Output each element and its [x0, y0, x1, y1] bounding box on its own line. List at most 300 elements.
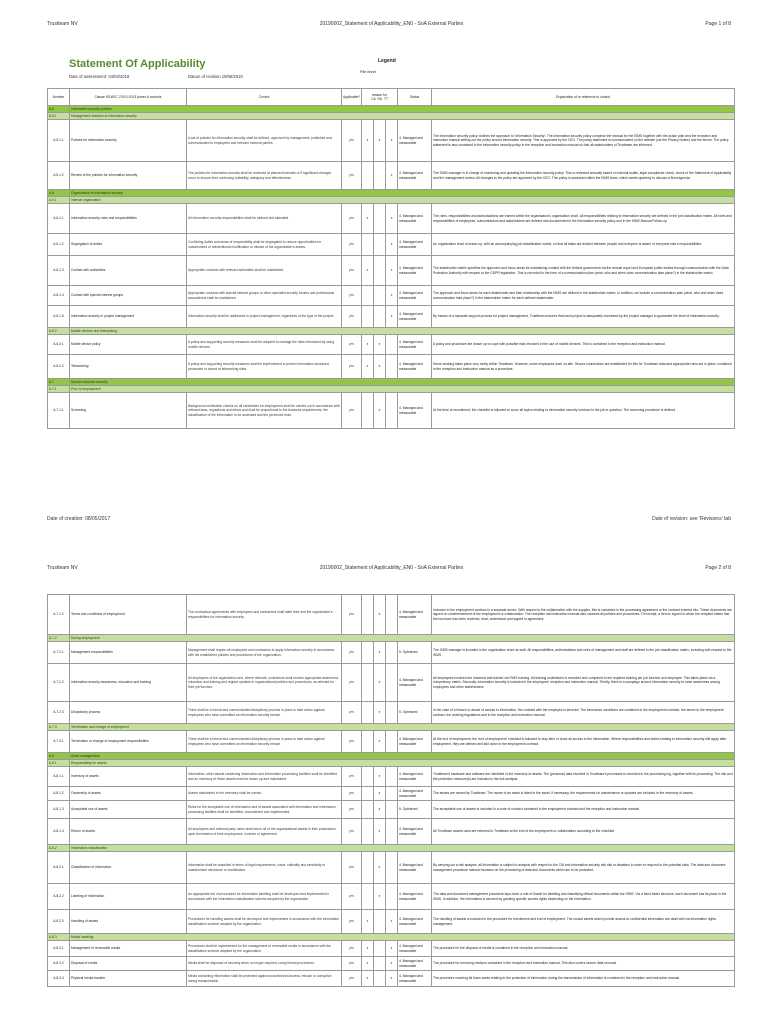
explanation-text: In the case of a breach or abuse of access to information, the contract with the employee is severed. The severance conditions are contained in the employment contract, the annex to the employment contract, the working regulations and in the reception and instruction manual. — [432, 702, 735, 724]
control-row — [48, 971, 735, 987]
applicable-value: yes — [342, 234, 362, 256]
control-number: A.7.1.2 — [48, 595, 70, 635]
date-of-assessment: Date of assessment: 04/03/2018 — [69, 74, 130, 79]
reason-tt — [386, 664, 398, 702]
status-value: 5. Optimized — [398, 801, 432, 819]
status-value: 4. Managed and measurable — [398, 941, 432, 957]
reason-tt — [386, 819, 398, 845]
section-title: Organization of information security — [70, 190, 735, 197]
reason-ra — [374, 910, 386, 934]
reason-tt — [386, 642, 398, 664]
reason-ra — [374, 162, 386, 190]
control-number: A.8.1.1 — [48, 767, 70, 787]
subsection-row — [48, 386, 735, 393]
reason-ca: x — [362, 120, 374, 162]
status-value: 5. Optimized — [398, 702, 432, 724]
control-number: A.7.2.2 — [48, 664, 70, 702]
status-value: 4. Managed and measurable — [398, 286, 432, 306]
explanation-text: The data and document management procedure lays down a rule of thumb for labelling and classifying official documents within the ISMS. Via a fixed folder structure, each document has its place in the ISMS. In addition, the information is secured by granting specific access rights depending on the information. — [432, 884, 735, 910]
table-header-row — [48, 89, 735, 106]
reason-ra — [374, 306, 386, 328]
reason-tt — [386, 884, 398, 910]
reason-ra — [374, 256, 386, 286]
control-description: All information security responsibilities shall be defined and allocated. — [187, 204, 342, 234]
status-value: 5. Optimized — [398, 642, 432, 664]
control-row — [48, 819, 735, 845]
page-2-header — [47, 565, 731, 571]
explanation-text: All Trustteam assets used are returned to Trustteam at the end of the employment or collaboration according to the checklist. — [432, 819, 735, 845]
section-number: A.5 — [48, 106, 70, 113]
control-row — [48, 642, 735, 664]
reason-tt: x — [386, 204, 398, 234]
control-clause: Labeling of information — [70, 884, 187, 910]
status-value: 4. Managed and measurable — [398, 120, 432, 162]
page-header — [47, 21, 731, 27]
section-row — [48, 190, 735, 197]
subsection-row — [48, 845, 735, 852]
subsection-row — [48, 328, 735, 335]
subsection-row — [48, 635, 735, 642]
control-row — [48, 595, 735, 635]
reason-tt — [386, 595, 398, 635]
reason-ca: x — [362, 256, 374, 286]
explanation-text: The stakeholder matrix specifies the approach and focus areas for maintaining contact with the federal government via the annual report and European public bodies through communication with the Data Protection Authority with respect to the GDPR legislation. This is recorded in the form of a communication plan (what, who and when does communication take place?) in the stakeholder matrix. — [432, 256, 735, 286]
explanation-text: The information security policy outlines the approach to 'Information Security'. The information security policy comprise the manual for the ISMS together with the action plan and the reception and instruction manual setting out the policy around information security. This is approved by the CEO. The policy statement is communicated on the website (via the Privacy Notice) and the server. The policy statement is also contained in the information security policy in the reception and instruction manual so that all stakeholders of Trustteam are informed. — [432, 120, 735, 162]
reason-ra: x — [374, 702, 386, 724]
page-footer — [47, 516, 731, 522]
soa-table-page-1 — [47, 88, 735, 429]
section-number: A.7.3 — [48, 724, 70, 731]
control-row — [48, 884, 735, 910]
reason-ra: x — [374, 595, 386, 635]
control-clause: Classification of information — [70, 852, 187, 884]
col-reason — [362, 89, 398, 106]
control-clause: Policies for information security — [70, 120, 187, 162]
soa-table-page-2 — [47, 594, 735, 987]
reason-tt — [386, 355, 398, 379]
explanation-text: By carrying out a risk analysis, all information is subject to analysis with respect to the CIA and information security risk risk or disasters in order to respond to the potential risks. The data and document management procedure manual focusses on the processing of data and documents which are to be protected. — [432, 852, 735, 884]
applicable-value: yes — [342, 286, 362, 306]
section-number: A.6.2 — [48, 328, 70, 335]
reason-tt — [386, 731, 398, 753]
control-description: Information shall be classified in terms of legal requirements, value, criticality and sensitivity to unauthorised disclosure or modification. — [187, 852, 342, 884]
section-row — [48, 106, 735, 113]
control-row — [48, 335, 735, 355]
date-of-revision: Datum of revision 19/06/2019 — [188, 74, 243, 79]
reason-tt: x — [386, 234, 398, 256]
control-clause: Return of assets — [70, 819, 187, 845]
explanation-text: At the time of recruitment, the checklist is followed to cover all topics relating to information security involved in the job in question. The screening procedure is defined. — [432, 393, 735, 429]
reason-tt — [386, 393, 398, 429]
reason-ca: x — [362, 910, 374, 934]
file-level-label: File level — [360, 69, 376, 74]
applicable-value: yes — [342, 819, 362, 845]
status-value: 4. Managed and measurable — [398, 767, 432, 787]
explanation-text: By means of a separate support process for project management, Trustteam ensures that each project is adequately monitored by the project manager to guarantee the level of information security. — [432, 306, 735, 328]
control-row — [48, 393, 735, 429]
explanation-text: Home working takes place very rarely within Trustteam. However, some employees work on-site. Secure connections are established for this for Trustteam data and appropriate rules are in place, contained in the reception and instruction manual as a procedure. — [432, 355, 735, 379]
control-clause: Management of removable media — [70, 941, 187, 957]
reason-ra: x — [374, 819, 386, 845]
control-number: A.6.1.4 — [48, 286, 70, 306]
reason-ra: x — [374, 787, 386, 801]
control-number: A.8.1.2 — [48, 787, 70, 801]
reason-ca — [362, 234, 374, 256]
col-clause: Clause ISO/IEC 27001:2013 Annex A controls — [70, 89, 187, 106]
section-title: Information security policies — [70, 106, 735, 113]
control-description: A policy and supporting security measures shall be implemented to protect information accessed, processed or stored at teleworking sites. — [187, 355, 342, 379]
control-clause: Management responsibilities — [70, 642, 187, 664]
reason-ca: x — [362, 335, 374, 355]
reason-ra: x — [374, 642, 386, 664]
control-row — [48, 702, 735, 724]
explanation-text: The procedure for removing media is contained in the reception and instruction manual. This also covers secure data removal. — [432, 957, 735, 971]
applicable-value: yes — [342, 664, 362, 702]
control-row — [48, 355, 735, 379]
section-number: A.7 — [48, 379, 70, 386]
control-number: A.8.2.2 — [48, 884, 70, 910]
reason-ca: x — [362, 204, 374, 234]
control-clause: Contact with authorities — [70, 256, 187, 286]
control-number: A.8.1.4 — [48, 819, 70, 845]
reason-ca — [362, 642, 374, 664]
control-description: An appropriate set of procedures for information labelling shall be developed and implemented in accordance with the information classification scheme adopted by the organization. — [187, 884, 342, 910]
control-row — [48, 957, 735, 971]
control-description: Appropriate contacts with relevant authorities shall be maintained. — [187, 256, 342, 286]
status-value: 4. Managed and measurable — [398, 957, 432, 971]
reason-ca: x — [362, 355, 374, 379]
section-number: A.8.1 — [48, 760, 70, 767]
control-row — [48, 767, 735, 787]
reason-ra — [374, 971, 386, 987]
control-clause: Inventory of assets — [70, 767, 187, 787]
legend-title: Legend — [378, 58, 396, 64]
reason-tt — [386, 801, 398, 819]
control-description: All employees and external party users shall return all of the organizational assets in their possession upon termination of their employment, contract or agreement. — [187, 819, 342, 845]
control-clause: Termination or change of employment responsibilities — [70, 731, 187, 753]
applicable-value: yes — [342, 731, 362, 753]
reason-ra: x — [374, 731, 386, 753]
control-row — [48, 731, 735, 753]
control-description: A policy and supporting security measures shall be adopted to manage the risks introduced by using mobile devices. — [187, 335, 342, 355]
status-value: 4. Managed and measurable — [398, 595, 432, 635]
control-clause: Handling of assets — [70, 910, 187, 934]
control-number: A.8.3.2 — [48, 957, 70, 971]
control-description: Conflicting duties and areas of responsibility shall be segregated to reduce opportunities for unauthorized or unintentional modification or misuse of the organization's assets. — [187, 234, 342, 256]
control-description: Media containing information shall be protected against unauthorized access, misuse or corruption during transportation. — [187, 971, 342, 987]
col-tt: TT — [383, 97, 388, 101]
explanation-text: All employees involved are informed and trained via ISMS training. All training undertaken is recorded and compared to the required training per job function and employee. This takes place via a competency matrix. Secondly, information security is included in the employees' reception and instruction manual. Thirdly, there is a campaign around information security to raise awareness among employees and other stakeholders. — [432, 664, 735, 702]
col-status: Status — [398, 89, 432, 106]
subsection-row — [48, 724, 735, 731]
control-clause: Teleworking — [70, 355, 187, 379]
status-value: 4. Managed and measurable — [398, 884, 432, 910]
control-row — [48, 787, 735, 801]
section-title: Mobile devices and teleworking — [70, 328, 735, 335]
control-description: All employees of the organization and, where relevant, contractors shall receive appropriate awareness education and training and regular updates in organizational policies and procedures, as relevant for their job function. — [187, 664, 342, 702]
reason-ca — [362, 286, 374, 306]
control-row — [48, 204, 735, 234]
control-number: A.7.3.1 — [48, 731, 70, 753]
status-value: 4. Managed and measurable — [398, 910, 432, 934]
subsection-row — [48, 934, 735, 941]
col-number: Number — [48, 89, 70, 106]
control-clause: Terms and conditions of employment — [70, 595, 187, 635]
reason-tt: x — [386, 120, 398, 162]
explanation-text: A policy and procedure are drawn up to cope with possible risks involved in the use of mobile devices. This is contained in the reception and instruction manual. — [432, 335, 735, 355]
reason-ra — [374, 286, 386, 306]
reason-ca: x — [362, 941, 374, 957]
reason-ra: x — [374, 393, 386, 429]
control-description: Rules for the acceptable use of information and of assets associated with information and information processing facilities shall be identified, documented and implemented. — [187, 801, 342, 819]
status-value: 4. Managed and measurable — [398, 971, 432, 987]
control-clause: Screening — [70, 393, 187, 429]
reason-tt: x — [386, 910, 398, 934]
control-description: The contractual agreements with employees and contractors shall state their and the organization's responsibilities for information security. — [187, 595, 342, 635]
status-value: 4. Managed and measurable — [398, 234, 432, 256]
reason-ca — [362, 731, 374, 753]
explanation-text: The procedure for the disposal of media is contained in the reception and instruction manual. — [432, 941, 735, 957]
reason-ra: x — [374, 767, 386, 787]
reason-tt — [386, 787, 398, 801]
explanation-text: Trustteam's hardware and software are identified in the inventory of assets. The (personal) data involved in Trustteam's processes is recorded in the processing log, together with its processing. The risk and the protection measure(s) are included in the risk analysis. — [432, 767, 735, 787]
explanation-text: The procedure covering all focus areas relating to the protection of information during the transmission of information is contained in the reception and instruction manual. — [432, 971, 735, 987]
subsection-row — [48, 760, 735, 767]
explanation-text: The acceptable use of assets is included in a code of conduct contained in the employment contract and the reception and instruction manual. — [432, 801, 735, 819]
explanation-text: The assets are owned by Trustteam. The owner of an asset is listed in the asset, if necessary, the requirements for maintenance or updates are included in the inventory of assets. — [432, 787, 735, 801]
header-company: Trustteam NV — [47, 565, 78, 571]
control-number: A.6.1.3 — [48, 256, 70, 286]
control-row — [48, 801, 735, 819]
control-clause: Mobile device policy — [70, 335, 187, 355]
control-description: A set of policies for information security shall be defined, approved by management, published and communicated to employees and relevant external parties. — [187, 120, 342, 162]
applicable-value: yes — [342, 393, 362, 429]
reason-tt — [386, 852, 398, 884]
control-number: A.6.1.2 — [48, 234, 70, 256]
control-description: Information, other assets containing information and information processing facilities shall be identified and an inventory of these assets must be drawn up and maintained. — [187, 767, 342, 787]
control-number: A.7.2.3 — [48, 702, 70, 724]
applicable-value: yes — [342, 355, 362, 379]
reason-ca — [362, 702, 374, 724]
reason-tt — [386, 702, 398, 724]
control-clause: Acceptable use of assets — [70, 801, 187, 819]
reason-tt: x — [386, 941, 398, 957]
section-number: A.7.2 — [48, 635, 70, 642]
status-value: 4. Managed and measurable — [398, 393, 432, 429]
reason-ra — [374, 941, 386, 957]
control-row — [48, 120, 735, 162]
control-number: A.6.2.1 — [48, 335, 70, 355]
explanation-text: The ISMS manager is included in the organization chart as staff. All responsibilities, authorizations and roles of management and staff are defined in the job classification matrix, including with respect to the ISMS. — [432, 642, 735, 664]
col-ca: CA — [371, 97, 376, 101]
section-number: A.6.1 — [48, 197, 70, 204]
control-description: There shall be a formal and communicated disciplinary process in place to take action against employees who have committed an information security breach. — [187, 731, 342, 753]
reason-ra: x — [374, 852, 386, 884]
reason-ra: x — [374, 884, 386, 910]
control-number: A.6.1.5 — [48, 306, 70, 328]
explanation-text: The roles, responsibilities and authorisations are framed within the organisation's organisation chart. All responsibilities relating to information security are defined in the job classification matrix. All roles and responsibilities of employees, subcontractors and stakeholders are defined and documented in the information security policy and in the ISMS Manual Follow-up — [432, 204, 735, 234]
header-page-number: Page 1 of 8 — [705, 21, 731, 27]
applicable-value: yes — [342, 595, 362, 635]
reason-tt: x — [386, 971, 398, 987]
document-title: Statement Of Applicability — [69, 58, 206, 70]
reason-ra: x — [374, 120, 386, 162]
control-description: Background verification checks on all candidates for employment shall be carried out in accordance with relevant laws, regulations and ethics and shall be proportional to the business requirements, the classification of the information to be accessed and the perceived risks. — [187, 393, 342, 429]
applicable-value: yes — [342, 801, 362, 819]
subsection-row — [48, 197, 735, 204]
reason-ca — [362, 595, 374, 635]
control-number: A.6.1.1 — [48, 204, 70, 234]
applicable-value: yes — [342, 971, 362, 987]
applicable-value: yes — [342, 884, 362, 910]
col-applicable: Applicable? — [342, 89, 362, 106]
control-clause: Review of the policies for information security — [70, 162, 187, 190]
reason-ca — [362, 393, 374, 429]
section-number: A.8.3 — [48, 934, 70, 941]
control-row — [48, 941, 735, 957]
status-value: 4. Managed and measurable — [398, 335, 432, 355]
section-title: Termination and change of employment — [70, 724, 735, 731]
status-value: 4. Managed and measurable — [398, 306, 432, 328]
status-value: 4. Managed and measurable — [398, 162, 432, 190]
control-row — [48, 286, 735, 306]
control-number: A.6.2.2 — [48, 355, 70, 379]
applicable-value: yes — [342, 162, 362, 190]
control-clause: Information security awareness, education and training — [70, 664, 187, 702]
section-title: Media handling — [70, 934, 735, 941]
control-row — [48, 910, 735, 934]
control-number: A.8.2.3 — [48, 910, 70, 934]
section-title: Prior to employment — [70, 386, 735, 393]
reason-ra: x — [374, 335, 386, 355]
status-value: 4. Managed and measurable — [398, 787, 432, 801]
explanation-text: Inclusion in the employment contract in a separate annex. With respect to the collaboration with the supplier, this is contained in the processing agreement or the contract entered into. These documents are signed on commencement of the employment or collaboration. The reception and instruction manual also contains all policies and procedures. On receipt, a form is signed in which the recipient states that the brochure has been received, read, understood and signed in agreement. — [432, 595, 735, 635]
status-value: 4. Managed and measurable — [398, 355, 432, 379]
control-number: A.5.1.2 — [48, 162, 70, 190]
control-row — [48, 256, 735, 286]
control-clause: Contact with special interest groups — [70, 286, 187, 306]
reason-ca: x — [362, 957, 374, 971]
section-title: Responsibility for assets — [70, 760, 735, 767]
control-row — [48, 162, 735, 190]
applicable-value: yes — [342, 335, 362, 355]
control-clause: Disposal of media — [70, 957, 187, 971]
section-title: Human resource security — [70, 379, 735, 386]
reason-ra — [374, 234, 386, 256]
reason-ca — [362, 664, 374, 702]
control-description: Procedures for handling assets shall be developed and implemented in accordance with the information classification scheme adopted by the organization. — [187, 910, 342, 934]
header-document: 20190002_Statement of Applicability_EN0 - SoA External Parties — [319, 565, 464, 571]
control-clause: Information security in project management — [70, 306, 187, 328]
control-description: Media shall be disposed of securely when no longer required, using formal procedures. — [187, 957, 342, 971]
section-title: Internal organization — [70, 197, 735, 204]
status-value: 4. Managed and measurable — [398, 819, 432, 845]
status-value: 4. Managed and measurable — [398, 204, 432, 234]
applicable-value: yes — [342, 204, 362, 234]
section-number: A.5.1 — [48, 113, 70, 120]
applicable-value: yes — [342, 767, 362, 787]
control-number: A.7.1.1 — [48, 393, 70, 429]
section-title: Management direction of information security — [70, 113, 735, 120]
explanation-text: The approach and focus areas for each stakeholder and their relationship with the ISMS are defined in the stakeholder matrix. In addition, we include a communication plan (what, who and when does communication take place?) in the stakeholder matrix for each defined stakeholder. — [432, 286, 735, 306]
control-description: Management shall require all employees and contractors to apply information security in accordance with the established policies and procedures of the organization. — [187, 642, 342, 664]
control-description: Appropriate contacts with special interest groups or other specialist security forums and professional associations shall be maintained. — [187, 286, 342, 306]
subsection-row — [48, 113, 735, 120]
reason-ca: x — [362, 971, 374, 987]
reason-ca — [362, 852, 374, 884]
status-value: 4. Managed and measurable — [398, 731, 432, 753]
applicable-value: yes — [342, 120, 362, 162]
header-company: Trustteam NV — [47, 21, 78, 27]
reason-ca — [362, 819, 374, 845]
section-number: A.8.2 — [48, 845, 70, 852]
reason-ra — [374, 204, 386, 234]
applicable-value: yes — [342, 787, 362, 801]
section-title: Information classification — [70, 845, 735, 852]
applicable-value: yes — [342, 941, 362, 957]
reason-tt — [386, 335, 398, 355]
control-number: A.8.1.3 — [48, 801, 70, 819]
reason-tt: x — [386, 162, 398, 190]
footer-date-revision: Date of revision: see 'Revisions' tab — [652, 516, 731, 522]
applicable-value: yes — [342, 702, 362, 724]
control-number: A.7.2.1 — [48, 642, 70, 664]
section-title: Asset management — [70, 753, 735, 760]
control-clause: Physical media transfer — [70, 971, 187, 987]
status-value: 4. Managed and measurable — [398, 852, 432, 884]
section-title: During employment — [70, 635, 735, 642]
applicable-value: yes — [342, 910, 362, 934]
reason-tt: x — [386, 957, 398, 971]
control-clause: Information security roles and responsibilities — [70, 204, 187, 234]
reason-ra — [374, 957, 386, 971]
footer-date-created: Date of creation: 08/05/2017 — [47, 516, 111, 522]
control-number: A.8.3.1 — [48, 941, 70, 957]
applicable-value: yes — [342, 256, 362, 286]
control-description: Procedures shall be implemented for the management of removable media in accordance with the classification scheme adopted by the organization. — [187, 941, 342, 957]
header-document: 20190002_Statement of Applicability_EN0 - SoA External Parties — [319, 21, 464, 27]
explanation-text: The ISMS manager is in charge of monitoring and updating the information security policy. This is reviewed annually based on internal audits, legal compliance check, check of the Statement of Applicability and the management review. All changes to the policy are approved by the CEO. This policy is assessed within the ISMS team, which meets quarterly to discuss a fixed agenda. — [432, 162, 735, 190]
applicable-value: yes — [342, 306, 362, 328]
control-number: A.8.2.1 — [48, 852, 70, 884]
reason-tt: x — [386, 306, 398, 328]
col-ra: RA — [377, 97, 383, 101]
reason-ra: x — [374, 664, 386, 702]
section-number: A.6 — [48, 190, 70, 197]
control-row — [48, 852, 735, 884]
reason-ca — [362, 787, 374, 801]
col-control: Control — [187, 89, 342, 106]
col-explanation: Explanation of or reference to control — [432, 89, 735, 106]
header-page-number: Page 2 of 8 — [705, 565, 731, 571]
section-row — [48, 379, 735, 386]
reason-ca — [362, 162, 374, 190]
control-description: The policies for information security shall be reviewed at planned intervals or if significant changes occur to ensure their continuing suitability, adequacy and effectiveness. — [187, 162, 342, 190]
explanation-text: At the end of employment, the 'end of employment' checklist is followed to duly alter or close all access to the information. Where responsibilities and duties relating to information security still apply after employment, they are defined and laid down in the employment contract. — [432, 731, 735, 753]
reason-ra: x — [374, 801, 386, 819]
explanation-text: The handling of assets is included in the procedure for recruitment and end of employment. The crucial assets which provide access to confidential information are dealt with via information rights management. — [432, 910, 735, 934]
control-clause: Disciplinary process — [70, 702, 187, 724]
control-description: There shall be a formal and communicated disciplinary process in place to take action against employees who have committed an information security breach. — [187, 702, 342, 724]
control-clause: Ownership of assets — [70, 787, 187, 801]
applicable-value: yes — [342, 852, 362, 884]
reason-ca — [362, 884, 374, 910]
control-number: A.5.1.1 — [48, 120, 70, 162]
reason-ca — [362, 801, 374, 819]
status-value: 4. Managed and measurable — [398, 256, 432, 286]
reason-ca — [362, 306, 374, 328]
applicable-value: yes — [342, 957, 362, 971]
